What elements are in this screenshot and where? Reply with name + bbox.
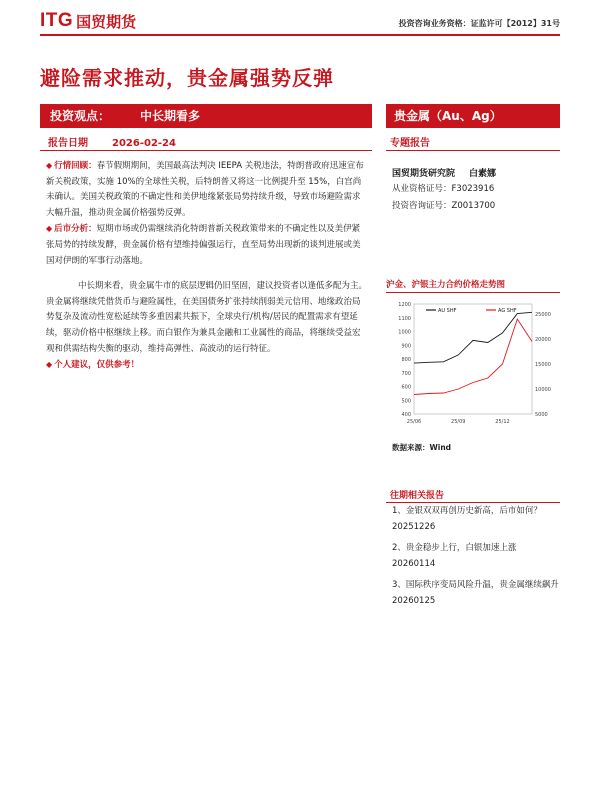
analyst-name: 白素娜 (469, 169, 497, 179)
report-date (48, 134, 176, 149)
outlook-paragraph (46, 221, 368, 269)
consulting-label: 投资咨询证号： (392, 201, 452, 211)
outlook-text: 短期市场或仍需继续消化特朗普新关税政策带来的不确定性以及美伊紧张局势的持续发酵，贵金属价格有望维持偏强运行，直至局势出现新的谈判进展或美国对伊朗的军事行动落地。 (46, 224, 361, 266)
advice-text: 个人建议，仅供参考！ (54, 360, 140, 371)
x-tick-label: 25/06 (406, 419, 422, 425)
qualification-label: 从业资格证号： (392, 184, 452, 194)
market-review-text: 春节假期期间，美国最高法判决 IEEPA 关税违法，特朗普政府迅速宣布新关税政策，实施 10%的全球性关税，后特朗普又将这一比例提升至 15%，白宫尚未确认。美国关税政策的不确定性和美伊地缘紧张局势持续升级，导致市场避险需求大幅升温，推动贵金属价格强势反弹。 (46, 161, 364, 218)
qualification-number (392, 182, 494, 194)
x-tick-label: 25/09 (451, 419, 466, 425)
related-report-item[interactable]: 3、国际秩序变局风险升温，贵金属继续飙升 20260125 (392, 580, 559, 606)
series-line-ag-shf (414, 319, 532, 395)
diamond-bullet-icon: ◆ (46, 224, 53, 234)
right-divider (386, 150, 560, 151)
special-report-label: 专题报告 (390, 138, 430, 149)
advice-paragraph (46, 357, 368, 374)
plot-frame (414, 304, 532, 414)
market-review-heading: 行情回顾： (54, 161, 97, 171)
data-source: 数据来源：Wind (392, 443, 452, 452)
chart-divider (386, 292, 560, 293)
y-left-tick-label: 700 (401, 370, 411, 377)
license-text: 投资咨询业务资格：证监许可【2012】31号 (398, 19, 560, 28)
y-left-tick-label: 400 (401, 412, 411, 418)
product-label: 贵金属（Au、Ag） (394, 109, 502, 123)
y-left-tick-label: 600 (401, 384, 411, 391)
consulting-value: Z0013700 (451, 201, 496, 211)
y-left-tick-label: 1100 (398, 315, 411, 322)
long-term-paragraph: 中长期来看，贵金属牛市的底层逻辑仍旧坚固，建议投资者以逢低多配为主。贵金属将继续凭借货币与避险属性，在美国债务扩张持续削弱美元信用、地缘政治局势复杂及流动性宽松延续等多重因素共振下，全球央行/机构/居民的配置需求有望延续，驱动价格中枢继续上移。而白银作为兼具金融和工业属性的商品，将继续受益宏观和供需结构失衡的驱动，维持高弹性、高波动的运行特征。 (46, 281, 368, 354)
legend-label: AG SHF (498, 308, 517, 314)
report-title: 避险需求推动，贵金属强势反弹 (40, 66, 334, 90)
investment-view-value: 中长期看多 (140, 109, 201, 123)
price-chart (386, 296, 562, 438)
qualification-value: F3023916 (451, 184, 495, 194)
product-bar (386, 104, 560, 128)
legend-label: AU SHF (438, 308, 457, 314)
report-date-value: 2026-02-24 (112, 138, 176, 149)
series-line-au-shf (414, 312, 532, 363)
related-reports-title: 往期相关报告 (390, 491, 445, 501)
y-right-tick-label: 10000 (535, 387, 551, 393)
y-right-tick-label: 15000 (535, 362, 551, 368)
market-review-paragraph (46, 158, 368, 221)
x-tick-label: 25/12 (495, 419, 510, 425)
y-left-tick-label: 1200 (398, 302, 411, 308)
diamond-bullet-icon: ◆ (46, 161, 53, 170)
consulting-number (392, 199, 495, 211)
y-left-tick-label: 1000 (398, 329, 411, 336)
research-institute (392, 166, 496, 179)
y-right-tick-label: 20000 (535, 337, 551, 343)
report-date-label: 报告日期 (48, 138, 88, 149)
y-right-tick-label: 5000 (535, 412, 548, 418)
diamond-bullet-icon: ◆ (46, 360, 53, 370)
y-left-tick-label: 800 (401, 357, 411, 363)
investment-view-bar (40, 104, 372, 128)
logo-company-name: 国贸期货 (76, 12, 137, 31)
chart-title: 沪金、沪银主力合约价格走势图 (386, 280, 506, 290)
y-left-tick-label: 900 (401, 343, 411, 350)
header-divider (40, 34, 560, 36)
y-left-tick-label: 500 (401, 398, 411, 405)
related-report-item[interactable]: 1、金银双双再创历史新高，后市如何？20251226 (392, 506, 542, 532)
logo-itg: ITG (40, 10, 74, 31)
left-divider (40, 150, 372, 151)
related-divider (386, 502, 560, 503)
report-body (46, 158, 368, 374)
y-right-tick-label: 25000 (535, 312, 551, 318)
related-reports-list (392, 504, 560, 616)
related-report-item[interactable]: 2、贵金稳步上行，白银加速上涨 20260114 (392, 543, 517, 569)
investment-view-label: 投资观点： (50, 109, 111, 123)
outlook-heading: 后市分析： (54, 224, 97, 235)
institute-name: 国贸期货研究院 (392, 169, 456, 179)
brand-logo (40, 10, 136, 32)
